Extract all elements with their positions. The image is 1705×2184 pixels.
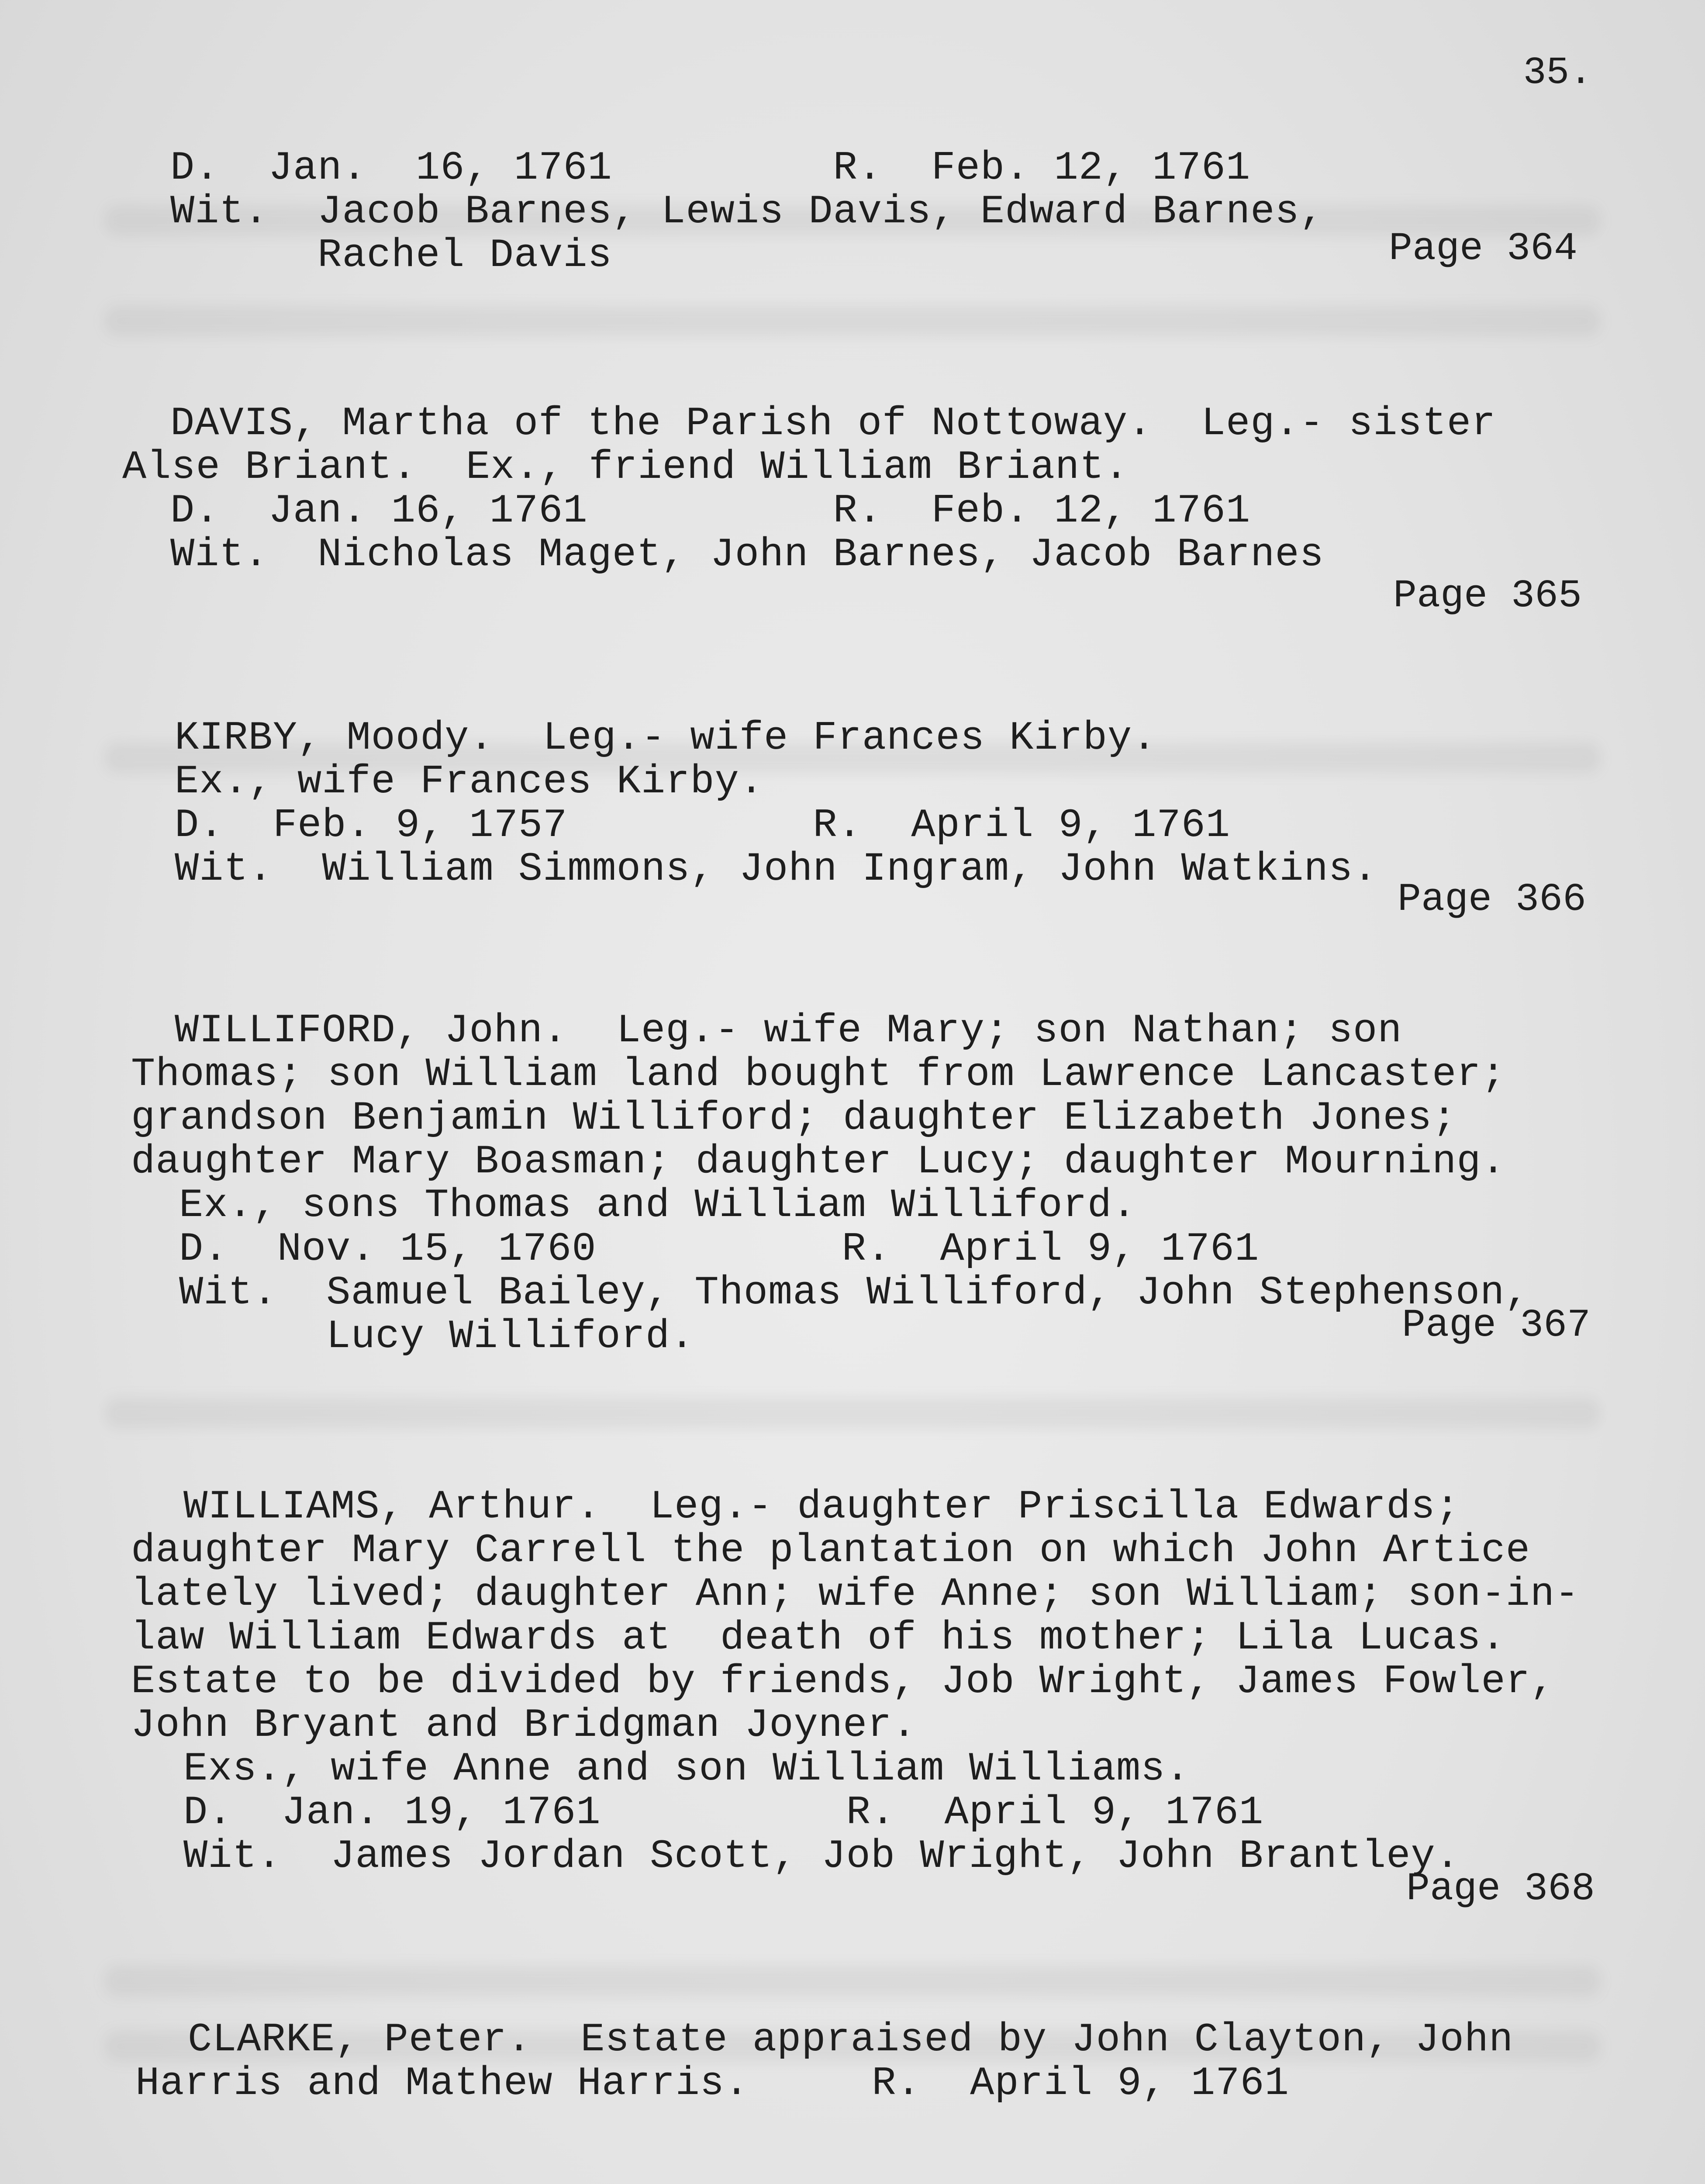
entry-line: Lucy Williford.: [179, 1313, 695, 1359]
entry-line: daughter Mary Boasman; daughter Lucy; daughter Mourning.: [131, 1139, 1506, 1185]
entry-line: D. Jan. 19, 1761 R. April 9, 1761: [183, 1790, 1264, 1835]
entry-line: Alse Briant. Ex., friend William Briant.: [122, 444, 1129, 490]
bleed-through: [105, 1398, 1600, 1428]
entry-line: Wit. William Simmons, John Ingram, John Watkins.: [175, 846, 1378, 892]
entry-line: WILLIAMS, Arthur. Leg.- daughter Priscilla Edwards;: [183, 1484, 1460, 1530]
entry-line: Ex., sons Thomas and William Williford.: [179, 1182, 1137, 1228]
entry-line: Wit. Samuel Bailey, Thomas Williford, John Stephenson,: [179, 1270, 1529, 1316]
entry-line: CLARKE, Peter. Estate appraised by John Clayton, John: [188, 2017, 1514, 2063]
entry-line: D. Feb. 9, 1757 R. April 9, 1761: [175, 802, 1230, 848]
page-reference: Page 365: [1393, 574, 1582, 619]
entry-line: lately lived; daughter Ann; wife Anne; son William; son-in-: [131, 1571, 1580, 1617]
entry-line: WILLIFORD, John. Leg.- wife Mary; son Nathan; son: [175, 1008, 1402, 1054]
page-reference: Page 364: [1389, 227, 1578, 271]
entry-line: DAVIS, Martha of the Parish of Nottoway. Leg.- sister: [170, 401, 1496, 446]
entry-line: D. Jan. 16, 1761 R. Feb. 12, 1761: [170, 488, 1251, 534]
entry-line: Thomas; son William land bought from Lawrence Lancaster;: [131, 1051, 1506, 1097]
bleed-through: [105, 306, 1600, 336]
page-reference: Page 368: [1406, 1867, 1595, 1911]
entry-line: D. Nov. 15, 1760 R. April 9, 1761: [179, 1226, 1260, 1272]
page-reference: Page 366: [1398, 878, 1587, 922]
entry-line: Rachel Davis: [170, 232, 612, 278]
entry-line: daughter Mary Carrell the plantation on which John Artice: [131, 1527, 1530, 1573]
entry-line: Wit. Jacob Barnes, Lewis Davis, Edward Barnes,: [170, 189, 1324, 235]
entry-line: Wit. James Jordan Scott, Job Wright, John Brantley.: [183, 1833, 1460, 1879]
entry-line: grandson Benjamin Williford; daughter Elizabeth Jones;: [131, 1095, 1457, 1141]
entry-line: Harris and Mathew Harris. R. April 9, 1761: [135, 2060, 1289, 2106]
entry-line: John Bryant and Bridgman Joyner.: [131, 1702, 917, 1748]
entry-line: Ex., wife Frances Kirby.: [175, 759, 764, 805]
page-reference: Page 367: [1402, 1303, 1591, 1348]
entry-line: law William Edwards at death of his mother; Lila Lucas.: [131, 1615, 1506, 1661]
entry-line: Estate to be divided by friends, Job Wright, James Fowler,: [131, 1659, 1555, 1704]
entry-line: KIRBY, Moody. Leg.- wife Frances Kirby.: [175, 715, 1157, 761]
entry-line: Exs., wife Anne and son William Williams.: [183, 1746, 1190, 1792]
page-number: 35.: [1523, 52, 1592, 95]
entry-line: Wit. Nicholas Maget, John Barnes, Jacob Barnes: [170, 532, 1324, 577]
entry-line: D. Jan. 16, 1761 R. Feb. 12, 1761: [170, 145, 1251, 191]
bleed-through: [105, 1966, 1600, 1996]
